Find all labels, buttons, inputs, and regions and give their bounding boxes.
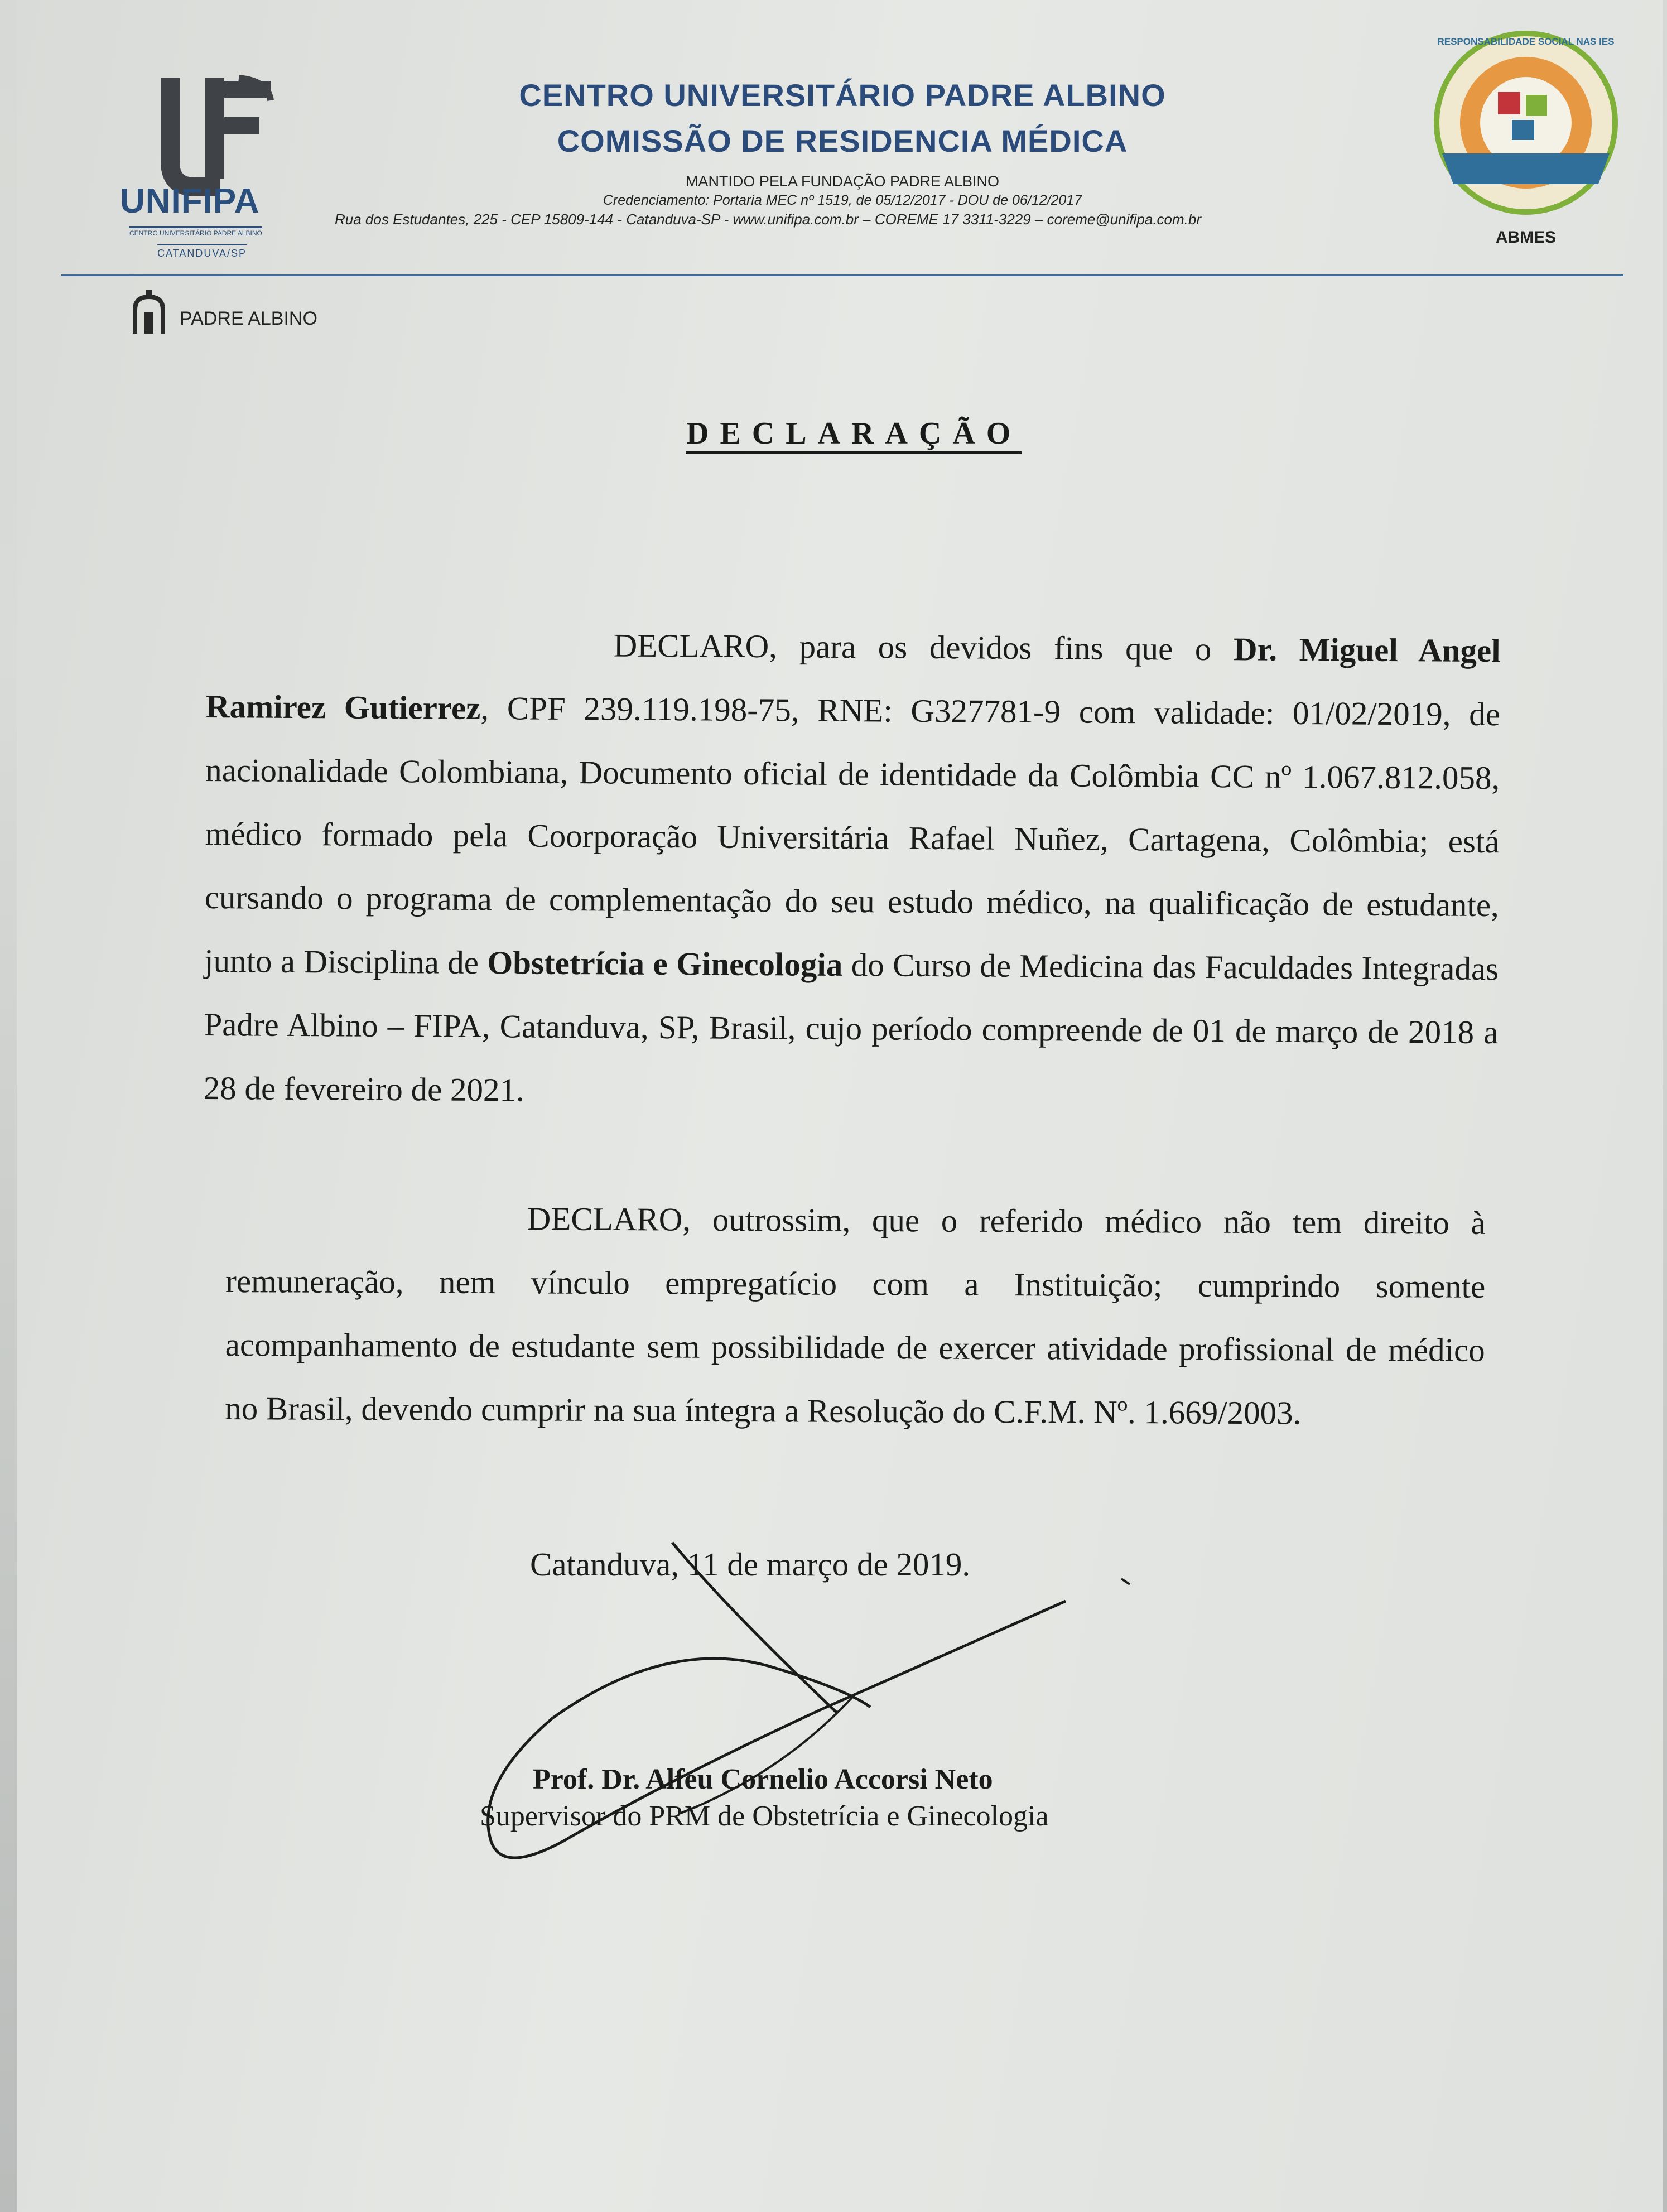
p1-middle: , CPF 239.119.198-75, RNE: G327781-9 com validade: 01/02/2019, de nacionalidade Colombiana, Documento oficial de identidade da Colômbia CC nº 1.067.812.058, médico formado pela Coorporação Universitária Rafael Nuñez, Cartagena, Colômbia; está cursando o programa de complementação do seu estudo médico, na qualificação de estudante, junto a Disciplina de bbox=[204, 690, 1501, 981]
unifipa-city: CATANDUVA/SP bbox=[157, 244, 247, 259]
p2-text: DECLARO, outrossim, que o referido médico não tem direito à remuneração, nem vínculo empregatício com a Instituição; cumprindo somente acompanhamento de estudante sem possibilidade de exercer atividade profissional de médico no Brasil, devendo cumprir na sua íntegra a Resolução do C.F.M. Nº. 1.669/2003. bbox=[225, 1200, 1486, 1432]
unifipa-logo-icon bbox=[117, 67, 307, 268]
unifipa-subtitle: CENTRO UNIVERSITÁRIO PADRE ALBINO bbox=[129, 226, 262, 237]
padre-albino-label: PADRE ALBINO bbox=[180, 308, 317, 329]
padre-albino-icon bbox=[129, 290, 168, 335]
declaration-paragraph-1 bbox=[203, 611, 1501, 1127]
institution-name: CENTRO UNIVERSITÁRIO PADRE ALBINO bbox=[519, 78, 1166, 113]
unifipa-wordmark: UNIFIPA bbox=[120, 182, 260, 220]
header-divider bbox=[61, 274, 1623, 276]
accreditation-line: Credenciamento: Portaria MEC nº 1519, de 05/12/2017 - DOU de 06/12/2017 bbox=[603, 192, 1082, 208]
letterhead bbox=[312, 73, 1372, 210]
signer-name: Prof. Dr. Alfeu Cornelio Accorsi Neto bbox=[533, 1763, 993, 1795]
svg-text:ABMES: ABMES bbox=[1495, 228, 1557, 247]
doctor-name: Dr. Miguel Angel Ramirez Gutierrez bbox=[205, 630, 1501, 727]
signer-role: Supervisor do PRM de Obstetrícia e Ginecologia bbox=[480, 1800, 1049, 1832]
commission-name: COMISSÃO DE RESIDENCIA MÉDICA bbox=[557, 123, 1128, 158]
place-date: Catanduva, 11 de março de 2019. bbox=[530, 1546, 971, 1583]
social-responsibility-seal-icon bbox=[1425, 25, 1632, 248]
discipline-name: Obstetrícia e Ginecologia bbox=[487, 944, 843, 983]
declaration-paragraph-2 bbox=[225, 1185, 1486, 1445]
svg-text:RESPONSABILIDADE SOCIAL NAS IE: RESPONSABILIDADE SOCIAL NAS IES bbox=[1437, 36, 1615, 47]
address-line: Rua dos Estudantes, 225 - CEP 15809-144 - Catanduva-SP - www.unifipa.com.br – COREME 17 3311-3229 – coreme@unifipa.com.br bbox=[335, 211, 1202, 228]
maintainer-line: MANTIDO PELA FUNDAÇÃO PADRE ALBINO bbox=[685, 173, 1000, 190]
p1-intro: DECLARO, para os devidos fins que o bbox=[613, 627, 1234, 668]
p1-end: do Curso de Medicina das Faculdades Integradas Padre Albino – FIPA, Catanduva, SP, Brasil, cujo período compreende de 01 de março de 2018 a 28 de fevereiro de 2021. bbox=[203, 946, 1499, 1109]
document-title: DECLARAÇÃO bbox=[686, 416, 1022, 451]
